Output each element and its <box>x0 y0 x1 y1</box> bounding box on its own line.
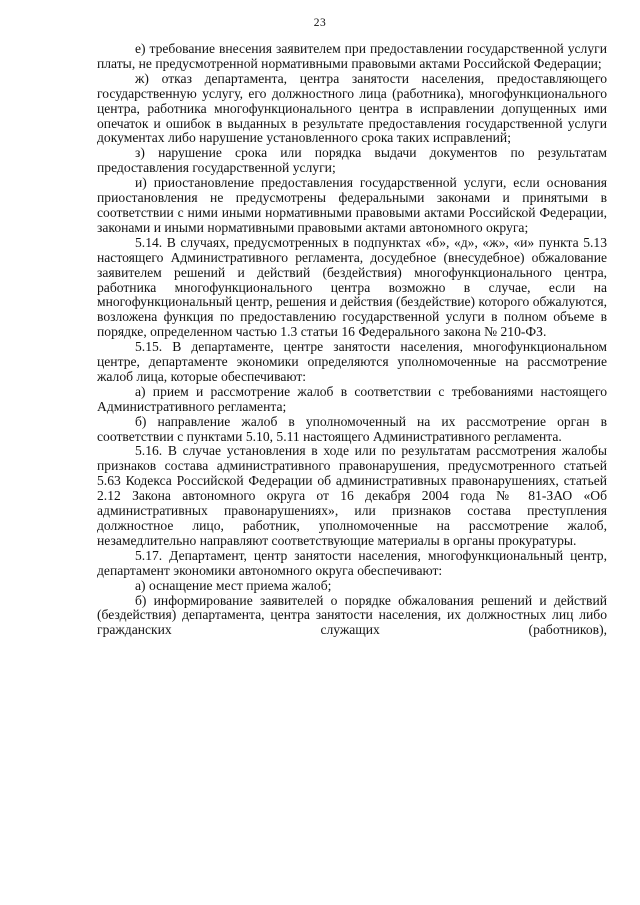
paragraph-subitem-e: е) требование внесения заявителем при предоставлении государственной услуги платы, не предусмотренной нормативными правовыми актами Российской Федерации; <box>97 41 607 71</box>
paragraph-5-17: 5.17. Департамент, центр занятости населения, многофункциональный центр, департамент экономики автономного округа обеспечивают: <box>97 547 607 578</box>
paragraph-5-17-b: б) информирование заявителей о порядке обжалования решений и действий (бездействия) департамента, центра занятости населения, их должностных лиц либо гражданских служащих (работников), <box>97 592 607 638</box>
paragraph-5-16: 5.16. В случае установления в ходе или по результатам рассмотрения жалобы признаков состава административного правонарушения, предусмотренного статьей 5.63 Кодекса Российской Федерации об административных правонарушениях, статьей 2.12 Закона автономного округа от 16 декабря 2004 года № 81-ЗАО «Об административных правонарушениях», или признаков состава преступления должностное лицо, работник, уполномоченные на рассмотрение жалоб, незамедлительно направляют соответствующие материалы в органы прокуратуры. <box>97 443 607 548</box>
paragraph-subitem-zh: ж) отказ департамента, центра занятости населения, предоставляющего государственную услугу, его должностного лица (работника), многофункционального центра, работника многофункционального центра в исправлении допущенных ими опечаток и ошибок в выданных в результате предоставления государственной услуги документах либо нарушение установленного срока таких исправлений; <box>97 70 607 146</box>
page-number: 23 <box>313 17 327 29</box>
paragraph-subitem-z: з) нарушение срока или порядка выдачи документов по результатам предоставления государственной услуги; <box>97 145 607 176</box>
paragraph-5-17-a: а) оснащение мест приема жалоб; <box>135 577 332 593</box>
paragraph-5-15-a: а) прием и рассмотрение жалоб в соответствии с требованиями настоящего Административного регламента; <box>97 383 607 414</box>
document-body <box>97 42 607 638</box>
paragraph-5-15-b: б) направление жалоб в уполномоченный на их рассмотрение орган в соответствии с пунктами 5.10, 5.11 настоящего Административного регламента. <box>97 413 607 444</box>
paragraph-5-15: 5.15. В департаменте, центре занятости населения, многофункциональном центре, департаменте экономики определяются уполномоченные на рассмотрение жалоб лица, которые обеспечивают: <box>97 339 607 384</box>
paragraph-5-14: 5.14. В случаях, предусмотренных в подпунктах «б», «д», «ж», «и» пункта 5.13 настоящего Административного регламента, досудебное (внесудебное) обжалование заявителем решений и действий (бездействия) многофункционального центра, работника многофункционального центра возможно в случае, если на многофункциональный центр, решения и действия (бездействие) которого обжалуются, возложена функция по предоставлению государственной услуги в полном объеме в порядке, определенном частью 1.3 статьи 16 Федерального закона № 210-ФЗ. <box>97 234 607 340</box>
paragraph-subitem-i: и) приостановление предоставления государственной услуги, если основания приостановления не предусмотрены федеральными законами и принятыми в соответствии с ними иными нормативными правовыми актами Российской Федерации, законами и иными нормативными правовыми актами автономного округа; <box>97 175 607 235</box>
